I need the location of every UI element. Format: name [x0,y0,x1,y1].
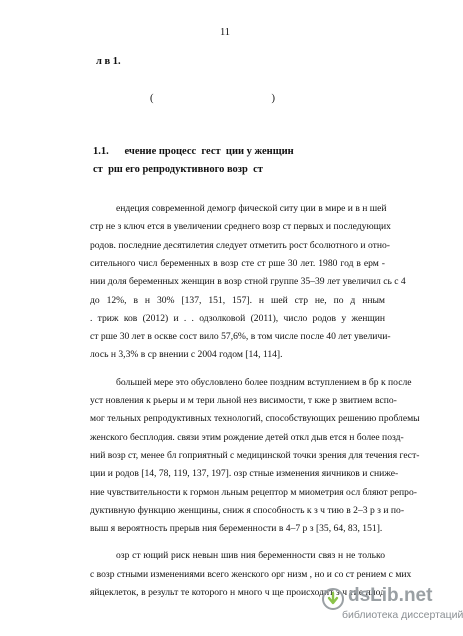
body-line: ние чувствительности к гормон льным рецептор м миометрия осл бляют репро- [90,486,417,498]
body-line: яйцеклеток, в результ те которого н много ч ще происходит з ч тие плод [90,587,385,598]
body-line: стр не з ключ ется в увеличении среднего возр ст первых и последующих [90,221,391,233]
section-title-line-2: ст рш его репродуктивного возр ст [93,164,263,175]
body-line: родов. последние десятилетия следует отметить рост бсолютного и отно- [90,239,390,251]
body-line: большей мере это обусловлено более поздним вступлением в бр к после [116,376,412,388]
chapter-subtitle-open: ( [150,93,154,104]
dslib-watermark [322,585,463,627]
body-line: ции и родов [14, 78, 119, 137, 197]. озр стные изменения яичников и сниже- [90,468,399,480]
page-number: 11 [219,27,231,38]
body-line: озр ст ющий риск невын шив ния беременности связ н не только [116,550,385,562]
body-line: ст рше 30 лет в оскве сост вило 57,6%, в том числе после 40 лет увеличи- [90,331,391,343]
body-line: ний возр ст, менее бл гоприятный с медицинской точки зрения для течения гест- [90,449,420,461]
watermark-name: dsLib.net [348,585,433,606]
body-line: выш я вероятность прерыв ния беременности в 4–7 р з [35, 64, 83, 151]. [90,523,383,535]
body-line: дуктивную функцию женщины, сниж я способность к з ч тию в 2–3 р з и по- [90,504,405,516]
watermark-subtitle: библиотека диссертаций [342,609,463,621]
body-line: мог тельных репродуктивных технологий, способствующих решению проблемы [90,413,420,425]
body-line: лось н 3,3% в ср внении с 2004 годом [14, 114]. [90,349,283,361]
chapter-subtitle [150,93,275,104]
body-line: уст новления к рьеры и м тери льной нез висимости, т кже р звитием вспо- [90,395,397,406]
section-title-line-1: 1.1. ечение процесс гест ции у женщин [93,146,294,157]
body-line: нии доля беременных женщин в возр стной группе 35–39 лет увеличил сь с 4 [90,276,406,288]
body-line: ендеция современной демогр фической ситу ции в мире и в н шей [116,203,387,214]
body-line: . триж ков (2012) и . . одзолковой (2011), число родов у женщин [90,312,385,324]
chapter-heading: л в 1. [96,56,121,67]
chapter-subtitle-close: ) [271,93,275,104]
body-line: сительного числ беременных в возр сте ст рше 30 лет. 1980 год в ерм - [90,257,385,269]
body-line: до 12%, в н 30% [137, 151, 157]. н шей стр не, по д нным [90,294,385,306]
arrow-logo-icon [322,588,344,610]
body-line: женского бесплодия. связи этим рождение детей откл дыв ется н более позд- [90,431,404,443]
body-line: с возр стными изменениями всего женского орг низм , но и со ст рением с мих [90,568,412,580]
